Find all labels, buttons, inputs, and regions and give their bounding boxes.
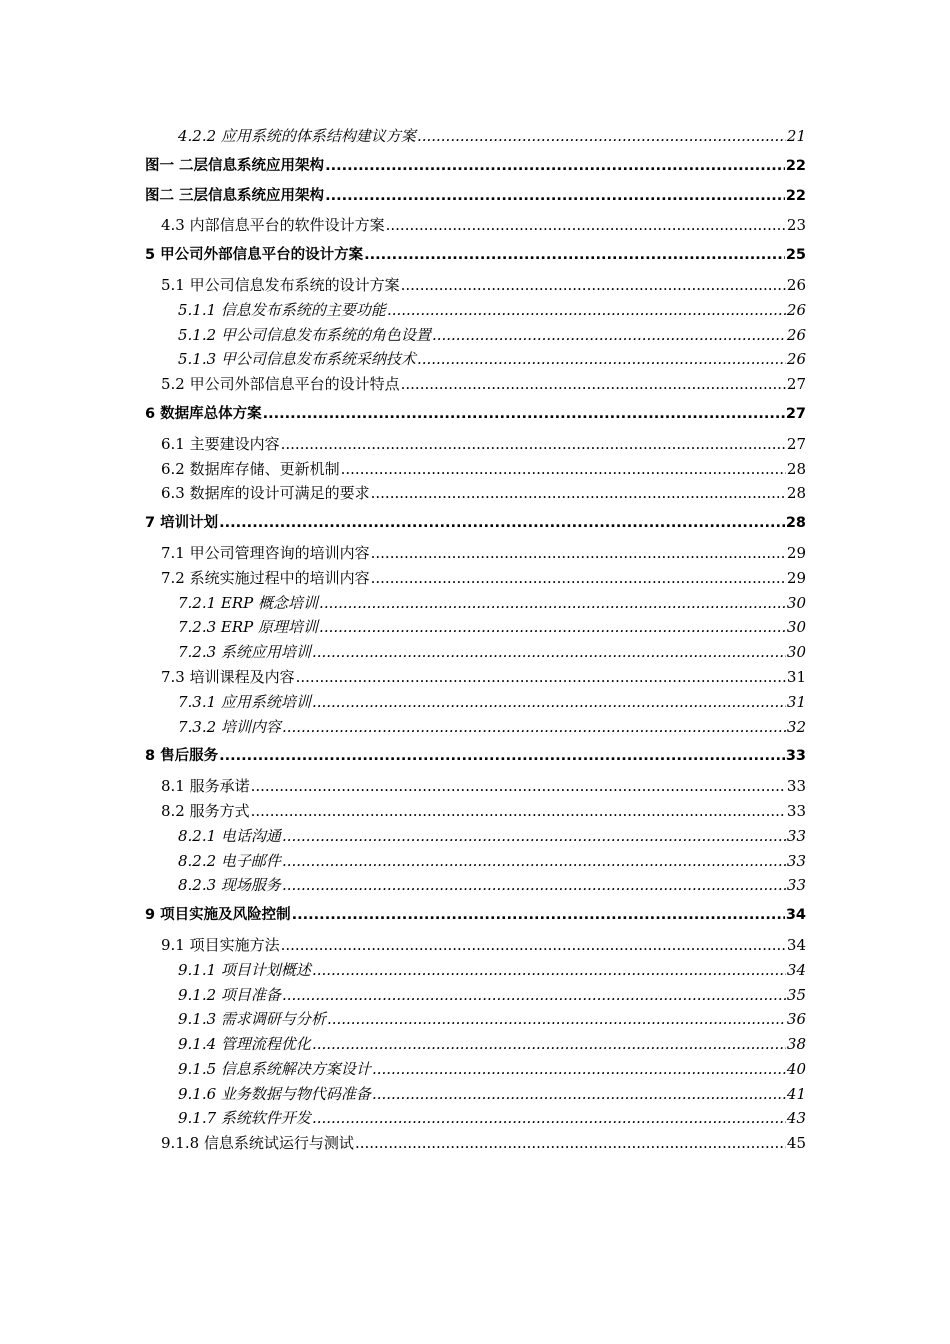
toc-entry-title: 9.1.7 系统软件开发 bbox=[178, 1109, 311, 1128]
toc-entry-page-number: 33 bbox=[786, 777, 806, 796]
toc-entry-page-number: 33 bbox=[785, 748, 806, 765]
toc-entry-page-number: 34 bbox=[786, 935, 806, 954]
toc-entry-title: 图一 二层信息系统应用架构 bbox=[145, 157, 325, 174]
toc-entry-page-number: 27 bbox=[786, 434, 806, 453]
toc-entry-title: 8.2.3 现场服务 bbox=[178, 876, 281, 895]
toc-entry-page-number: 32 bbox=[786, 717, 806, 736]
toc-entry[interactable] bbox=[145, 1106, 806, 1131]
toc-entry-page-number: 43 bbox=[786, 1109, 806, 1128]
toc-leader-dots bbox=[312, 690, 786, 715]
toc-leader-dots bbox=[281, 432, 786, 457]
toc-entry-title: 9.1.1 项目计划概述 bbox=[178, 960, 311, 979]
toc-entry-title: 9.1.8 信息系统试运行与测试 bbox=[161, 1134, 354, 1153]
toc-entry-page-number: 35 bbox=[786, 985, 806, 1004]
toc-entry[interactable] bbox=[145, 958, 806, 983]
toc-leader-dots bbox=[372, 1057, 786, 1082]
toc-entry-title: 4.3 内部信息平台的软件设计方案 bbox=[161, 216, 385, 235]
toc-entry-title: 7 培训计划 bbox=[145, 515, 219, 532]
toc-entry-page-number: 22 bbox=[785, 187, 806, 204]
toc-leader-dots bbox=[319, 591, 786, 616]
toc-entry-page-number: 28 bbox=[786, 484, 806, 503]
toc-leader-dots bbox=[371, 541, 786, 566]
toc-leader-dots bbox=[312, 1106, 786, 1131]
toc-leader-dots bbox=[432, 323, 786, 348]
toc-entry[interactable] bbox=[145, 903, 806, 928]
toc-leader-dots bbox=[282, 715, 786, 740]
toc-entry-title: 7.2.1 ERP 概念培训 bbox=[178, 593, 319, 612]
toc-entry[interactable] bbox=[145, 983, 806, 1008]
toc-entry[interactable] bbox=[145, 1131, 806, 1156]
toc-leader-dots bbox=[282, 983, 786, 1008]
toc-entry-page-number: 31 bbox=[786, 667, 806, 686]
toc-entry-title: 7.2 系统实施过程中的培训内容 bbox=[161, 568, 370, 587]
toc-entry-page-number: 28 bbox=[786, 459, 806, 478]
toc-entry-page-number: 26 bbox=[786, 275, 806, 294]
toc-leader-dots bbox=[296, 665, 786, 690]
toc-entry-title: 5.1 甲公司信息发布系统的设计方案 bbox=[161, 275, 400, 294]
toc-entry-title: 6.1 主要建设内容 bbox=[161, 434, 280, 453]
toc-entry-page-number: 29 bbox=[786, 568, 806, 587]
toc-entry[interactable] bbox=[145, 591, 806, 616]
toc-entry[interactable] bbox=[145, 1057, 806, 1082]
toc-entry-page-number: 30 bbox=[786, 643, 806, 662]
toc-entry-title: 6.3 数据库的设计可满足的要求 bbox=[161, 484, 370, 503]
toc-leader-dots bbox=[251, 799, 786, 824]
toc-entry-title: 5.1.2 甲公司信息发布系统的角色设置 bbox=[178, 325, 431, 344]
toc-entry-title: 6 数据库总体方案 bbox=[145, 405, 262, 422]
toc-entry-page-number: 31 bbox=[786, 692, 806, 711]
toc-entry-page-number: 27 bbox=[786, 375, 806, 394]
toc-entry-page-number: 26 bbox=[786, 350, 806, 369]
toc-entry[interactable] bbox=[145, 541, 806, 566]
toc-leader-dots bbox=[251, 774, 786, 799]
toc-leader-dots bbox=[355, 1131, 786, 1156]
toc-entry-page-number: 23 bbox=[786, 216, 806, 235]
toc-entry[interactable] bbox=[145, 799, 806, 824]
toc-entry-page-number: 26 bbox=[786, 325, 806, 344]
toc-entry-title: 9.1 项目实施方法 bbox=[161, 935, 280, 954]
toc-leader-dots bbox=[417, 124, 786, 149]
toc-entry-page-number: 26 bbox=[786, 300, 806, 319]
toc-leader-dots bbox=[325, 154, 785, 179]
toc-entry-page-number: 28 bbox=[785, 515, 806, 532]
toc-leader-dots bbox=[292, 903, 785, 928]
toc-entry-title: 9.1.3 需求调研与分析 bbox=[178, 1010, 326, 1029]
toc-entry[interactable] bbox=[145, 511, 806, 536]
toc-entry-page-number: 33 bbox=[786, 801, 806, 820]
toc-leader-dots bbox=[417, 347, 786, 372]
toc-leader-dots bbox=[401, 273, 786, 298]
toc-leader-dots bbox=[312, 640, 786, 665]
toc-entry[interactable] bbox=[145, 273, 806, 298]
toc-entry-page-number: 45 bbox=[786, 1134, 806, 1153]
toc-entry[interactable] bbox=[145, 347, 806, 372]
toc-leader-dots bbox=[341, 457, 786, 482]
toc-entry[interactable] bbox=[145, 457, 806, 482]
toc-entry-title: 图二 三层信息系统应用架构 bbox=[145, 187, 325, 204]
toc-leader-dots bbox=[263, 402, 785, 427]
toc-entry[interactable] bbox=[145, 615, 806, 640]
toc-entry[interactable] bbox=[145, 213, 806, 238]
toc-entry-page-number: 21 bbox=[786, 127, 806, 145]
toc-leader-dots bbox=[372, 1082, 786, 1107]
toc-entry-title: 5.1.3 甲公司信息发布系统采纳技术 bbox=[178, 350, 416, 369]
toc-entry-title: 9.1.2 项目准备 bbox=[178, 985, 281, 1004]
toc-leader-dots bbox=[401, 372, 786, 397]
toc-entry-page-number: 34 bbox=[785, 907, 806, 924]
toc-entry-page-number: 29 bbox=[786, 543, 806, 562]
toc-entry-title: 9 项目实施及风险控制 bbox=[145, 907, 291, 924]
toc-entry-title: 5 甲公司外部信息平台的设计方案 bbox=[145, 247, 364, 264]
toc-entry-title: 8.2.1 电话沟通 bbox=[178, 826, 281, 845]
toc-leader-dots bbox=[319, 615, 786, 640]
toc-entry-title: 8.1 服务承诺 bbox=[161, 777, 250, 796]
toc-leader-dots bbox=[364, 243, 785, 268]
toc-leader-dots bbox=[325, 184, 785, 209]
toc-entry-title: 5.2 甲公司外部信息平台的设计特点 bbox=[161, 375, 400, 394]
toc-leader-dots bbox=[371, 566, 786, 591]
toc-entry[interactable] bbox=[145, 849, 806, 874]
toc-entry[interactable] bbox=[145, 690, 806, 715]
toc-entry-page-number: 30 bbox=[786, 593, 806, 612]
toc-entry[interactable] bbox=[145, 298, 806, 323]
toc-leader-dots bbox=[312, 958, 786, 983]
toc-entry-title: 9.1.5 信息系统解决方案设计 bbox=[178, 1059, 371, 1078]
toc-leader-dots bbox=[386, 213, 786, 238]
toc-entry[interactable] bbox=[145, 124, 806, 149]
toc-leader-dots bbox=[282, 824, 786, 849]
toc-entry-title: 7.2.3 ERP 原理培训 bbox=[178, 618, 319, 637]
toc-entry[interactable] bbox=[145, 824, 806, 849]
toc-entry-title: 7.3.2 培训内容 bbox=[178, 717, 281, 736]
toc-entry[interactable] bbox=[145, 1032, 806, 1057]
toc-entry-title: 8.2 服务方式 bbox=[161, 801, 250, 820]
toc-leader-dots bbox=[219, 511, 785, 536]
toc-leader-dots bbox=[282, 849, 786, 874]
toc-entry-title: 7.1 甲公司管理咨询的培训内容 bbox=[161, 543, 370, 562]
toc-entry[interactable] bbox=[145, 323, 806, 348]
toc-entry[interactable] bbox=[145, 640, 806, 665]
toc-leader-dots bbox=[371, 481, 786, 506]
toc-entry[interactable] bbox=[145, 1007, 806, 1032]
toc-entry-title: 7.2.3 系统应用培训 bbox=[178, 643, 311, 662]
toc-entry-page-number: 27 bbox=[785, 405, 806, 422]
toc-entry[interactable] bbox=[145, 744, 806, 769]
toc-entry-title: 9.1.6 业务数据与物代码准备 bbox=[178, 1084, 371, 1103]
toc-entry[interactable] bbox=[145, 665, 806, 690]
toc-leader-dots bbox=[327, 1007, 786, 1032]
toc-entry[interactable] bbox=[145, 154, 806, 179]
toc-entry[interactable] bbox=[145, 481, 806, 506]
toc-entry-page-number: 22 bbox=[785, 157, 806, 174]
toc-entry[interactable] bbox=[145, 372, 806, 397]
toc-entry[interactable] bbox=[145, 873, 806, 898]
toc-entry-title: 9.1.4 管理流程优化 bbox=[178, 1035, 311, 1054]
toc-leader-dots bbox=[387, 298, 786, 323]
toc-entry[interactable] bbox=[145, 432, 806, 457]
toc-entry-page-number: 40 bbox=[786, 1059, 806, 1078]
toc-entry-page-number: 36 bbox=[786, 1010, 806, 1029]
toc-entry[interactable] bbox=[145, 1082, 806, 1107]
toc-entry-page-number: 34 bbox=[786, 960, 806, 979]
toc-entry-page-number: 25 bbox=[785, 247, 806, 264]
toc-entry[interactable] bbox=[145, 243, 806, 268]
toc-entry[interactable] bbox=[145, 184, 806, 209]
toc-entry-title: 5.1.1 信息发布系统的主要功能 bbox=[178, 300, 386, 319]
toc-entry-title: 7.3.1 应用系统培训 bbox=[178, 692, 311, 711]
toc-entry-page-number: 38 bbox=[786, 1035, 806, 1054]
toc-entry-title: 6.2 数据库存储、更新机制 bbox=[161, 459, 340, 478]
toc-entry-page-number: 41 bbox=[786, 1084, 806, 1103]
toc-leader-dots bbox=[282, 873, 786, 898]
toc-entry-page-number: 30 bbox=[786, 618, 806, 637]
toc-entry[interactable] bbox=[145, 774, 806, 799]
toc-entry[interactable] bbox=[145, 402, 806, 427]
toc-entry[interactable] bbox=[145, 566, 806, 591]
toc-entry-title: 4.2.2 应用系统的体系结构建议方案 bbox=[178, 127, 416, 145]
toc-entry-title: 8.2.2 电子邮件 bbox=[178, 851, 281, 870]
table-of-contents bbox=[145, 124, 806, 1156]
toc-leader-dots bbox=[281, 933, 786, 958]
toc-leader-dots bbox=[312, 1032, 786, 1057]
toc-entry-page-number: 33 bbox=[786, 851, 806, 870]
toc-entry-title: 7.3 培训课程及内容 bbox=[161, 667, 295, 686]
toc-entry-page-number: 33 bbox=[786, 826, 806, 845]
toc-leader-dots bbox=[219, 744, 785, 769]
toc-entry-page-number: 33 bbox=[786, 876, 806, 895]
toc-entry[interactable] bbox=[145, 715, 806, 740]
toc-entry[interactable] bbox=[145, 933, 806, 958]
toc-entry-title: 8 售后服务 bbox=[145, 748, 219, 765]
